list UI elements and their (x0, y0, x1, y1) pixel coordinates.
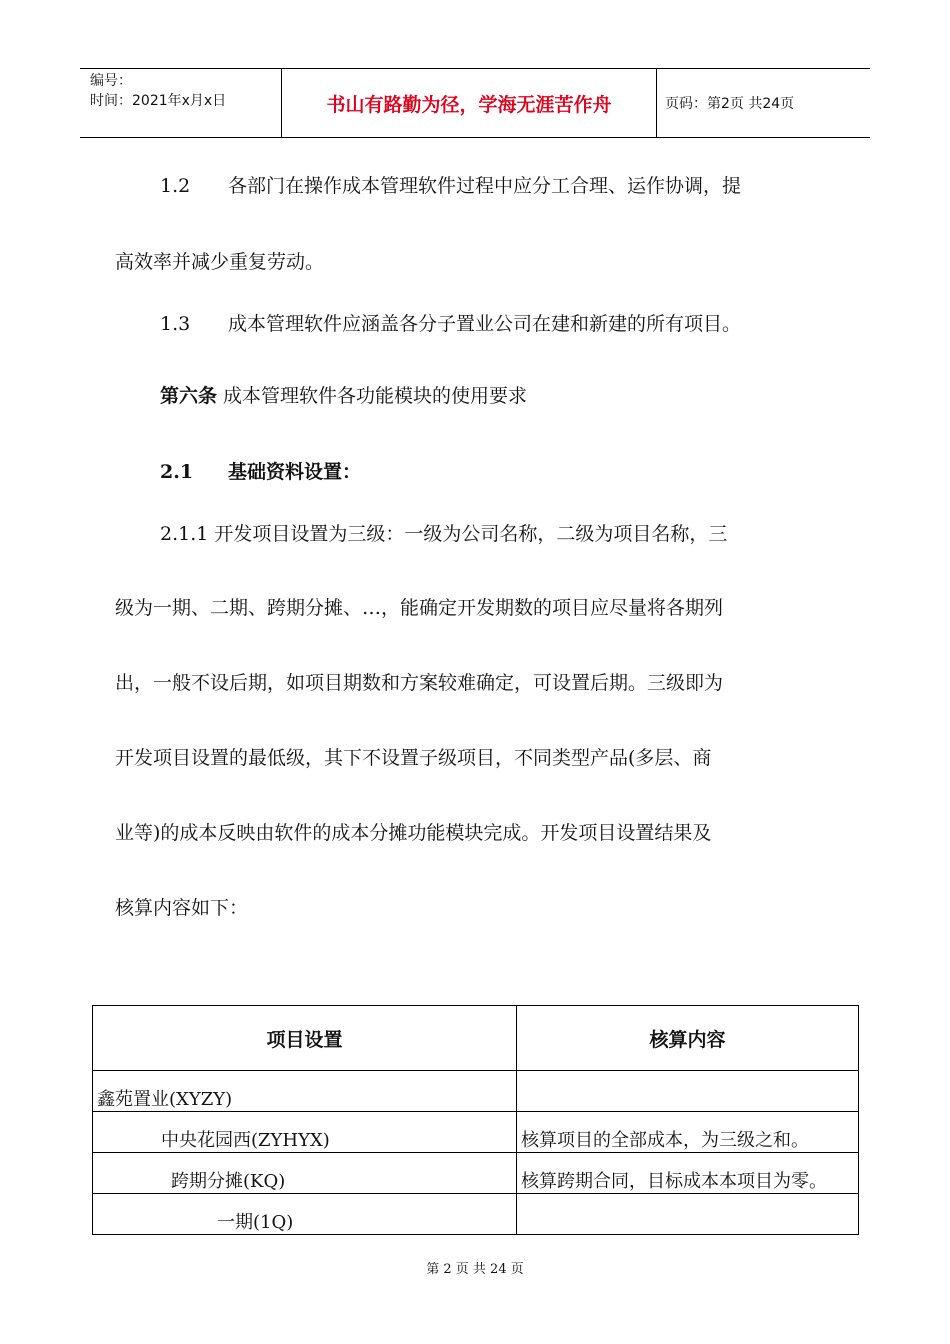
cell-setting: 跨期分摊(KQ) (93, 1153, 517, 1194)
body-line: 开发项目设置的最低级，其下不设置子级项目，不同类型产品(多层、商 (115, 747, 712, 769)
clause-number: 1.3 (160, 313, 191, 335)
doc-number-label: 编号： (90, 73, 132, 89)
paragraph-1-2 (160, 174, 885, 198)
body-line: 出，一般不设后期，如项目期数和方案较难确定，可设置后期。三级即为 (115, 672, 724, 694)
table-row (93, 1194, 859, 1235)
clause-text: 各部门在操作成本管理软件过程中应分工合理、运作协调，提 (228, 175, 742, 197)
cell-content (517, 1194, 859, 1235)
table-row (93, 1153, 859, 1194)
table-row (93, 1112, 859, 1153)
body-line: 级为一期、二期、跨期分摊、…，能确定开发期数的项目应尽量将各期列 (115, 597, 724, 619)
article-heading (160, 384, 885, 408)
paragraph-1-3 (160, 312, 885, 336)
clause-text: 成本管理软件应涵盖各分子置业公司在建和新建的所有项目。 (228, 313, 742, 335)
section-number: 2.1 (160, 461, 194, 483)
section-title: 基础资料设置： (228, 461, 362, 483)
table-header-row (93, 1006, 859, 1071)
article-title: 成本管理软件各功能模块的使用要求 (217, 385, 528, 407)
clause-number: 1.2 (160, 175, 191, 197)
page-footer: 第 2 页 共 24 页 (426, 1262, 524, 1277)
cell-content: 核算跨期合同，目标成本本项目为零。 (517, 1153, 859, 1194)
header-page-info: 页码：第2页 共24页 (665, 96, 795, 112)
body-line: 核算内容如下： (115, 897, 249, 919)
header-meta (80, 69, 282, 137)
cell-setting: 中央花园西(ZYHYX) (93, 1112, 517, 1153)
page-header (80, 68, 870, 138)
paragraph-1-2-cont: 高效率并减少重复劳动。 (115, 251, 325, 273)
cell-setting: 一期(1Q) (93, 1194, 517, 1235)
article-number: 第六条 (160, 385, 218, 407)
cell-content: 核算项目的全部成本，为三级之和。 (517, 1112, 859, 1153)
section-heading (160, 460, 885, 484)
table-row (93, 1071, 859, 1112)
body-line: 2.1.1 开发项目设置为三级：一级为公司名称，二级为项目名称，三 (160, 523, 728, 545)
table-header-content: 核算内容 (517, 1006, 859, 1071)
project-setting-table (92, 1005, 859, 1235)
body-line: 业等)的成本反映由软件的成本分摊功能模块完成。开发项目设置结果及 (115, 822, 712, 844)
table-header-setting: 项目设置 (93, 1006, 517, 1071)
cell-content (517, 1071, 859, 1112)
header-motto: 书山有路勤为径，学海无涯苦作舟 (282, 69, 657, 137)
cell-setting: 鑫苑置业(XYZY) (93, 1071, 517, 1112)
doc-time-label: 时间：2021年x月x日 (90, 93, 227, 109)
